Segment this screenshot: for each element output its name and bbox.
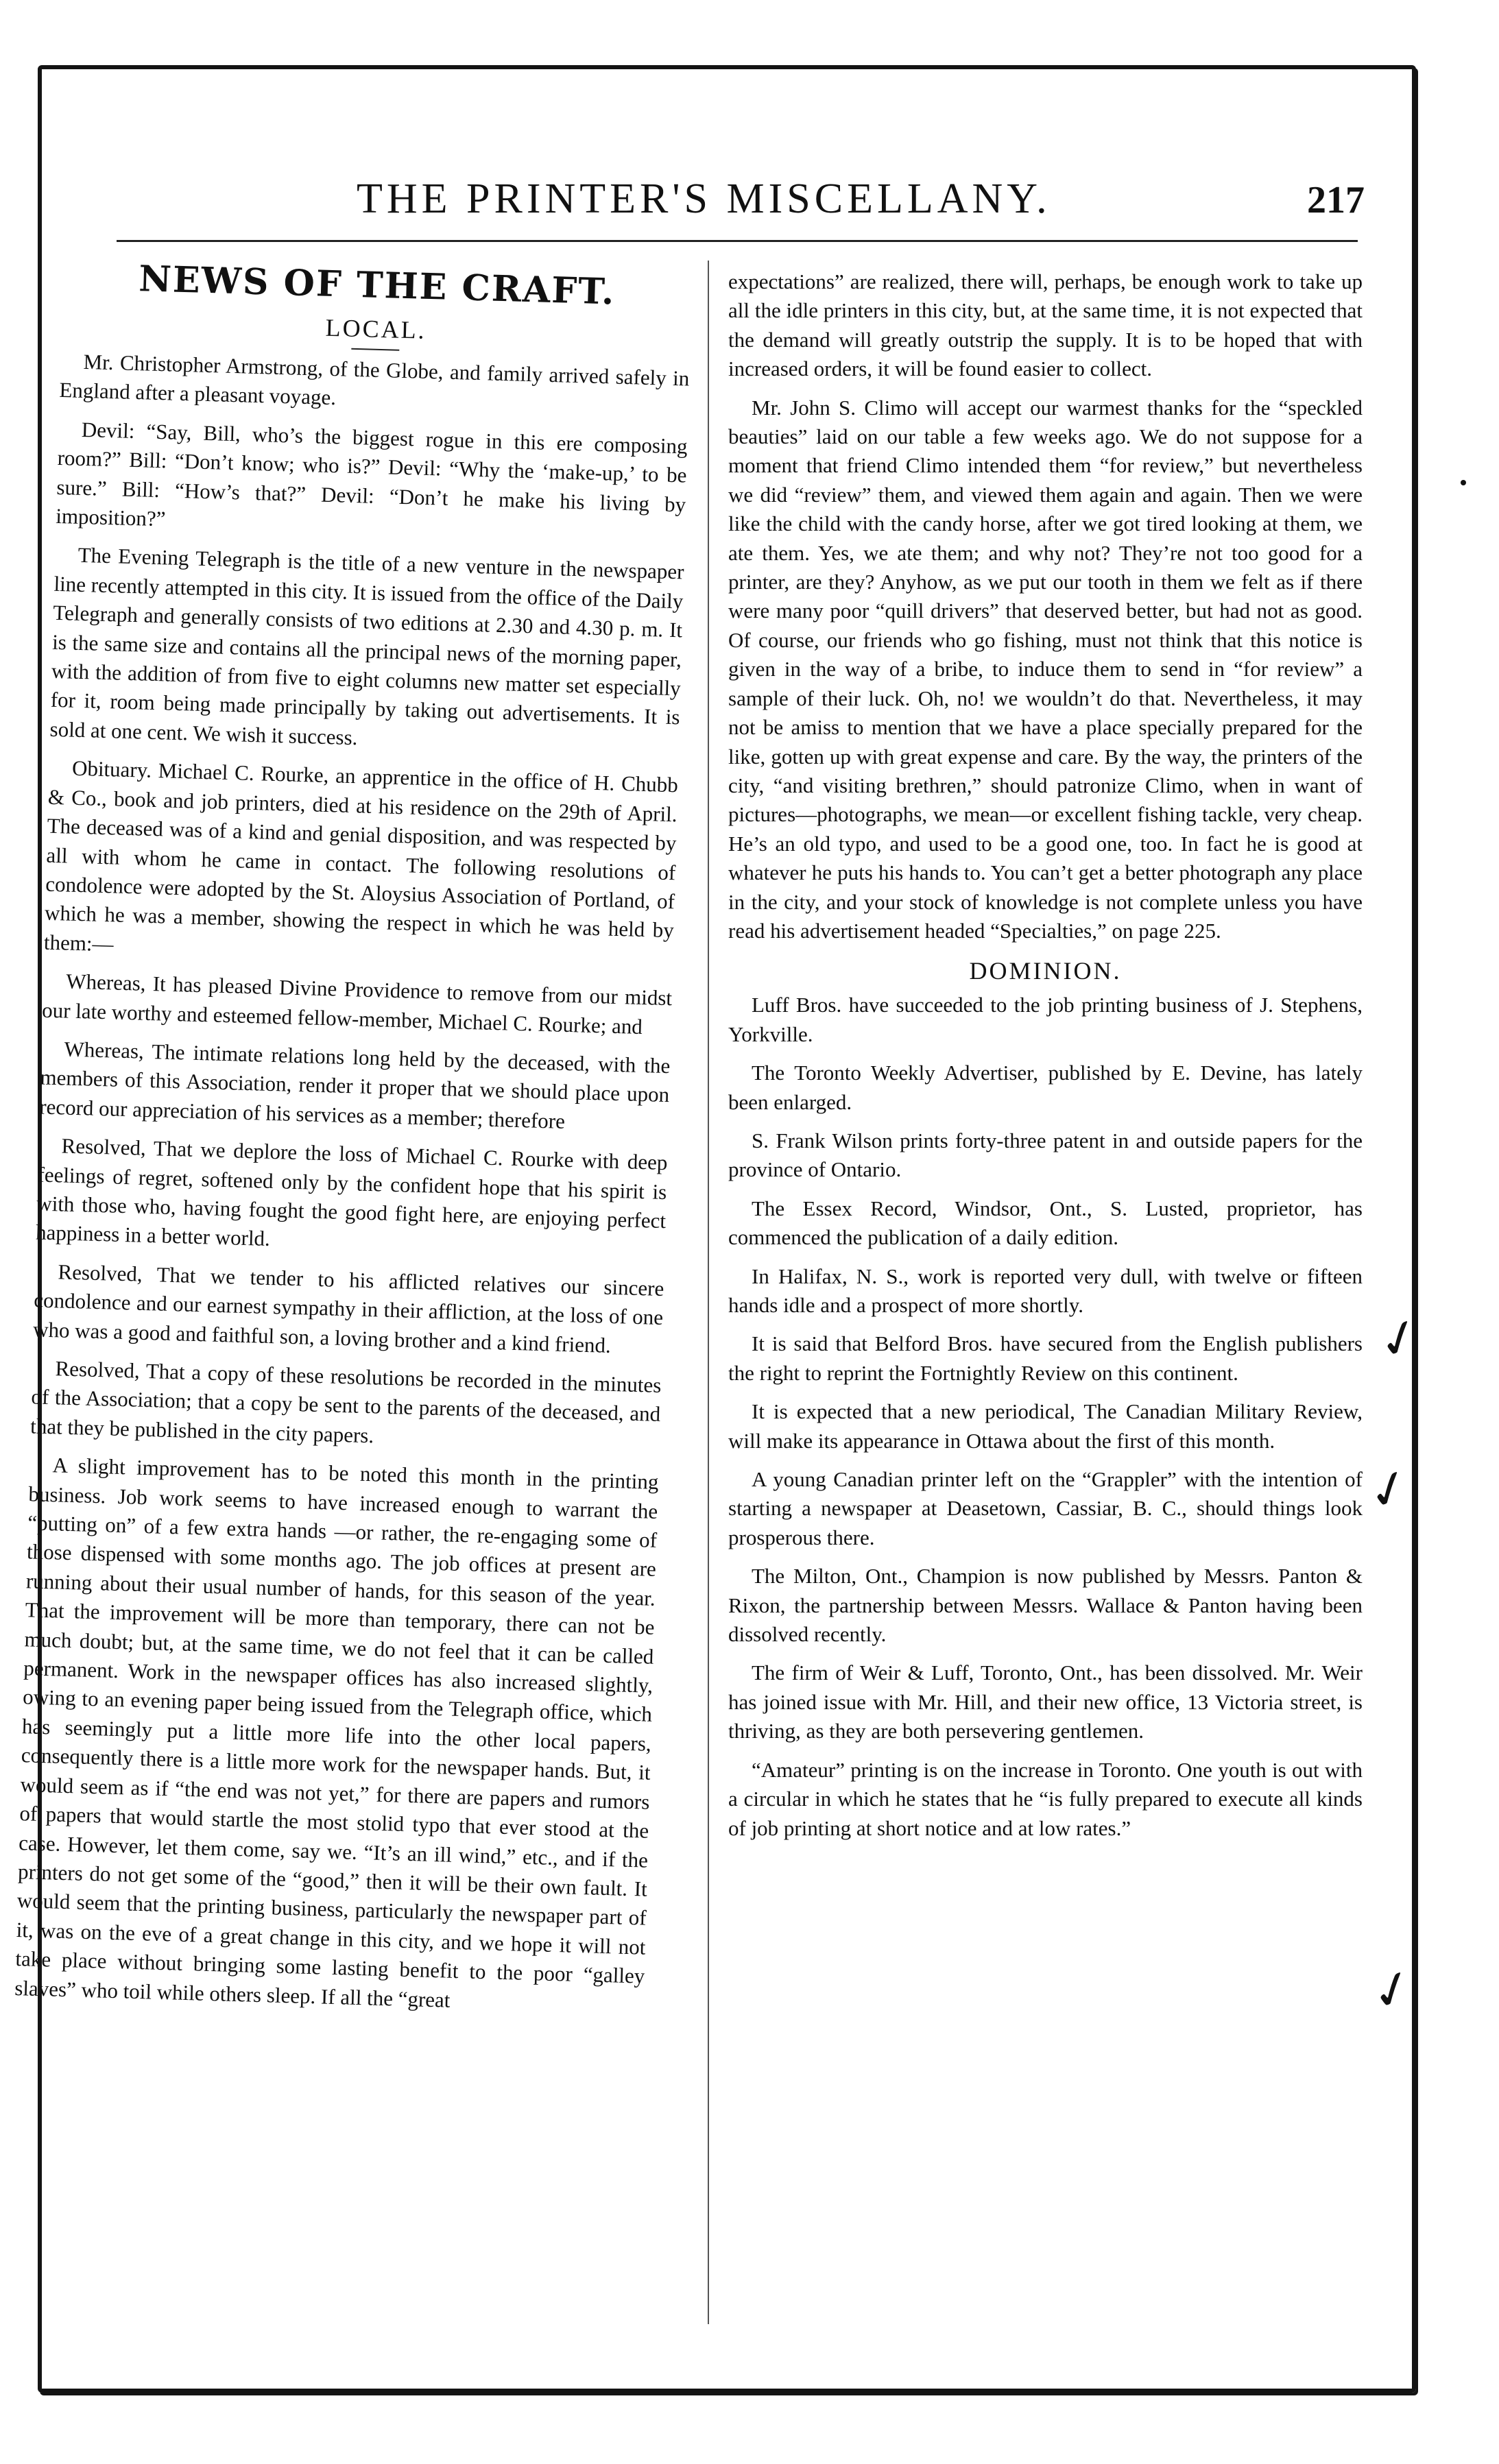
margin-dot — [1461, 480, 1466, 485]
paragraph: Resolved, That we deplore the loss of Michael C. Rourke with deep feelings of regret, softened only by the confident hope that his spirit is with those who, having fought the good fight here, are enjoying perfect happiness in a better world. — [35, 1133, 668, 1251]
paragraph: A young Canadian printer left on the “Grappler” with the intention of starting a newspaper at Deasetown, Cassiar, B. C., should things look prosperous there. — [728, 1467, 1363, 1549]
paragraph: It is said that Belford Bros. have secured from the English publishers the right to reprint the Fortnightly Review on this continent. — [728, 1331, 1363, 1385]
paragraph: “Amateur” printing is on the increase in Toronto. One youth is out with a circular in which he states that he “is fully prepared to execute all kinds of job printing at short notice and at low rates.” — [728, 1757, 1363, 1840]
paragraph: The Toronto Weekly Advertiser, published by E. Devine, has lately been enlarged. — [728, 1061, 1363, 1114]
paragraph: The Essex Record, Windsor, Ont., S. Lusted, proprietor, has commenced the publication of a daily edition. — [728, 1196, 1363, 1250]
checkmark-icon: ✓ — [1363, 1955, 1422, 2025]
left-column — [14, 255, 692, 2030]
paragraph: The Milton, Ont., Champion is now published by Messrs. Panton & Rixon, the partnership between Messrs. Wallace & Panton having been dissolved recently. — [728, 1564, 1363, 1647]
paragraph: Obituary. Michael C. Rourke, an apprentice in the office of H. Chubb & Co., book and job printers, died at his residence on the 29th of April. The deceased was of a kind and genial disposition, and was respected by all with whom he came in contact. The following resolutions of condolence were adopted by the St. Aloysius Association of Portland, of which he was a member, showing the respect in which he was held by them:— — [43, 756, 679, 956]
paragraph: Mr. John S. Climo will accept our warmest thanks for the “speckled beauties” laid on our table a few weeks ago. We do not suppose for a moment that friend Climo intended them “for review,” but nevertheless we did “review” them, and viewed them again and again. Then we were like the child with the candy horse, after we got tired looking at them, we ate them. Yes, we ate them; and why not? They’re not too good for a printer, are they? Anyhow, as we put our tooth in them we felt as if there were many poor “quill drivers” that deserved better, but had not as good. Of course, our friends who go fishing, must not think that this notice is given in the way of a bribe, to induce them to send in “for review” a sample of their luck. Oh, no! we wouldn’t do that. Nevertheless, it may not be amiss to mention that we have a place specially prepared for the like, gotten up with great expense and care. By the way, the printers of the city, “and visiting brethren,” should patronize Climo, when in want of pictures—photographs, we mean—or excellent fishing tackle, very cheap. He’s an old typo, and used to be a good one, too. In fact he is good at whatever he puts his hands to. You can’t get a better photograph any place in the city, and your stock of knowledge is not complete unless you have read his advertisement headed “Specialties,” on page 225. — [728, 395, 1363, 943]
paragraph: A slight improvement has to be noted this month in the printing business. Job work seems to have increased enough to warrant the “putting on” of a few extra hands —or rather, the re-engaging some of those dispensed with some months ago. The job offices at present are running about their usual number of hands, for this season of the year. That the improvement will be more than temporary, there can not be much doubt; but, at the same time, we do not feel that it can be called permanent. Work in the newspaper offices has also increased slightly, owing to an evening paper being issued from the Telegraph office, which has seemingly put a little more life into the other local papers, consequently there is a little more work for the newspaper hands. But, it would seem as if “the end was not yet,” for there are papers and rumors of papers that would startle the most stolid typo that ever stood at the case. However, let them come, say we. “It’s an ill wind,” etc., and if the printers do not get some of the “good,” then it will be their own fault. It would seem that the printing business, particularly the newspaper part of it, was on the eve of a great change in this city, and we hope it will not take place without bringing some lasting benefit to the poor “galley slaves” who toil while others sleep. If all the “great — [14, 1453, 659, 2012]
paragraph: Mr. Christopher Armstrong, of the Globe, and family arrived safely in England after a pleasant voyage. — [59, 349, 690, 410]
paragraph: The firm of Weir & Luff, Toronto, Ont., has been dissolved. Mr. Weir has joined issue with Mr. Hill, and their new office, 13 Victoria street, is thriving, as they are both persevering gentlemen. — [728, 1660, 1363, 1743]
header-rule — [117, 240, 1358, 242]
paragraph: Resolved, That a copy of these resolutions be recorded in the minutes of the Association; that a copy be sent to the parents of the deceased, and that they be published in the city papers. — [29, 1356, 662, 1448]
page-number: 217 — [1307, 179, 1365, 221]
paragraph: It is expected that a new periodical, The Canadian Military Review, will make its appearance in Ottawa about the first of this month. — [728, 1399, 1363, 1453]
paragraph: Devil: “Say, Bill, who’s the biggest rogue in this ere composing room?” Bill: “Don’t know; who is?” Devil: “Why the ‘make-up,’ to be sure.” Bill: “How’s that?” Devil: “Don’t he make his living by imposition?” — [55, 417, 688, 531]
subhead-dominion: DOMINION. — [969, 957, 1122, 985]
subhead-local: LOCAL. — [325, 313, 427, 344]
paragraph: Whereas, It has pleased Divine Providence to remove from our midst our late worthy and esteemed fellow-member, Michael C. Rourke; and — [41, 969, 673, 1039]
checkmark-icon: ✓ — [1360, 1455, 1419, 1525]
section-title: NEWS OF THE CRAFT. — [138, 258, 616, 313]
right-column — [728, 267, 1363, 1852]
paragraph: expectations” are realized, there will, perhaps, be enough work to take up all the idle printers in this city, but, at the same time, it is not expected that the demand will greatly outstrip the supply. It is to be hoped that with increased orders, it will be found easier to collect. — [728, 269, 1363, 381]
running-head — [357, 175, 1365, 224]
checkmark-icon: ✓ — [1370, 1304, 1429, 1374]
subhead-rule — [351, 348, 399, 351]
paragraph: S. Frank Wilson prints forty-three patent in and outside papers for the province of Ontario. — [728, 1128, 1363, 1182]
paragraph: Resolved, That we tender to his afflicted relatives our sincere condolence and our earnest sympathy in their affliction, at the loss of one who was a good and faithful son, a loving brother and a kind friend. — [32, 1259, 664, 1357]
paragraph: The Evening Telegraph is the title of a new venture in the newspaper line recently attempted in this city. It is issued from the office of the Daily Telegraph and generally consists of two editions at 2.30 and 4.30 p. m. It is the same size and contains all the principal news of the morning paper, with the addition of from five to eight columns new matter set especially for it, room being made principally by taking out advertisements. It is sold at one cent. We wish it success. — [49, 543, 684, 750]
running-title: THE PRINTER'S MISCELLANY. — [357, 176, 1051, 222]
paragraph: In Halifax, N. S., work is reported very dull, with twelve or fifteen hands idle and a prospect of more shortly. — [728, 1264, 1363, 1317]
paragraph: Luff Bros. have succeeded to the job printing business of J. Stephens, Yorkville. — [728, 993, 1363, 1046]
column-divider — [708, 261, 709, 2324]
paragraph: Whereas, The intimate relations long held by the deceased, with the members of this Association, render it proper that we should place upon record our appreciation of his services as a member; therefore — [38, 1037, 671, 1133]
